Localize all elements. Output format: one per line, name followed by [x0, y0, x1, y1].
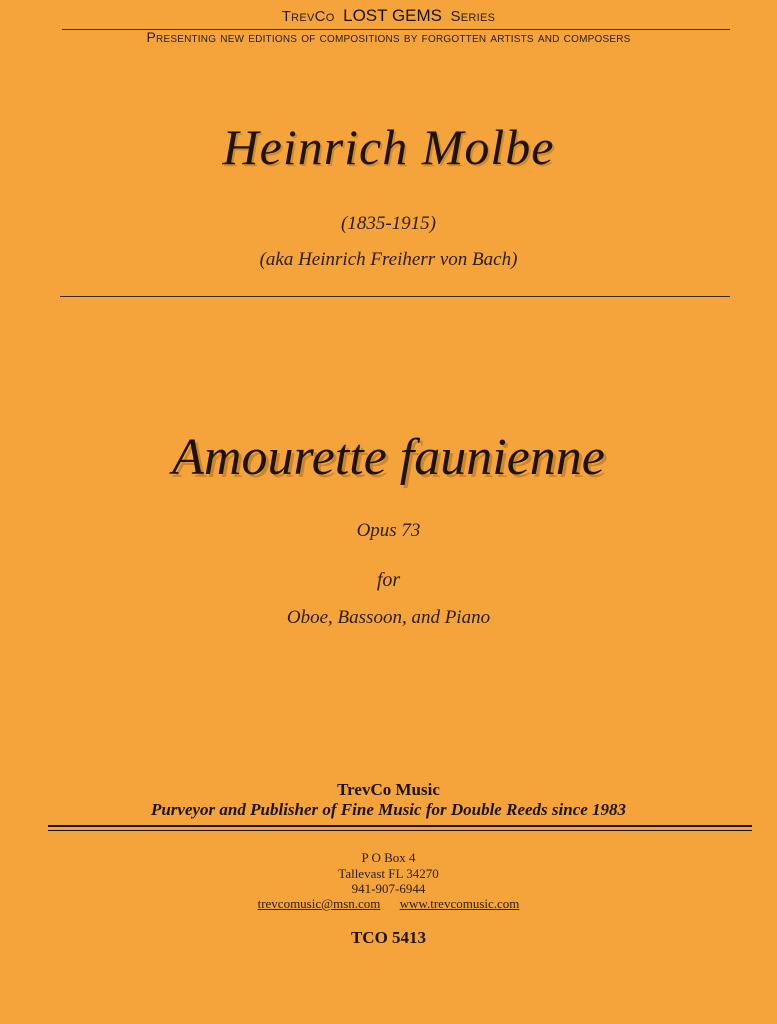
publisher-rule-top [48, 825, 752, 827]
for-label: for [376, 569, 401, 591]
series-name: LOST GEMS [343, 6, 443, 25]
phone-number: 941-907-6944 [351, 881, 426, 896]
publisher-name: TrevCo Music [337, 780, 440, 799]
section-divider [60, 296, 730, 297]
series-label: Series [450, 8, 496, 25]
website-link[interactable]: www.trevcomusic.com [399, 896, 520, 911]
composer-dates: (1835-1915) [341, 213, 436, 234]
catalog-number: TCO 5413 [350, 928, 427, 947]
composer-aka: (aka Heinrich Freiherr von Bach) [259, 249, 518, 270]
series-publisher-name: TrevCo [281, 8, 335, 25]
series-subtitle: Presenting new editions of compositions by forgotten artists and composers [146, 29, 631, 45]
opus-number: Opus 73 [356, 520, 421, 541]
composer-name: Heinrich Molbe [222, 119, 555, 175]
address-line-1: P O Box 4 [361, 850, 416, 865]
address-line-2: Tallevast FL 34270 [338, 866, 439, 881]
work-title: Amourette faunienne [172, 429, 605, 486]
publisher-rule-bottom [48, 830, 752, 831]
publisher-tagline: Purveyor and Publisher of Fine Music for Double Reeds since 1983 [150, 800, 627, 819]
series-header [0, 6, 777, 26]
contact-links [0, 896, 777, 912]
email-link[interactable]: trevcomusic@msn.com [257, 896, 381, 911]
instrumentation: Oboe, Bassoon, and Piano [286, 607, 491, 628]
